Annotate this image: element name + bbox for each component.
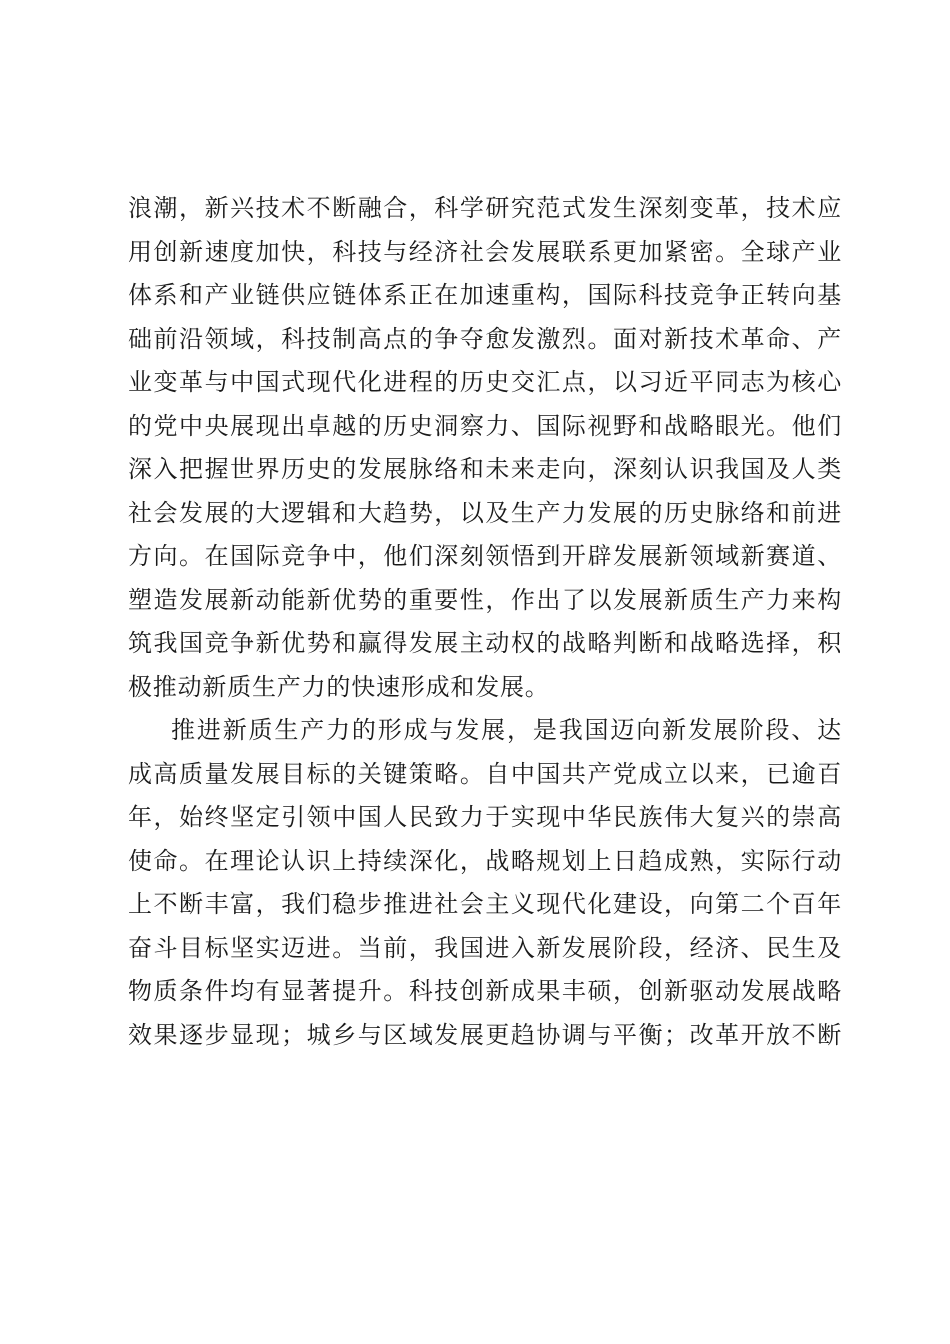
- text-line: 业变革与中国式现代化进程的历史交汇点，以习近平同志为核心: [128, 368, 842, 396]
- document-body: [128, 187, 842, 1057]
- paragraph-2: [128, 709, 842, 1057]
- paragraph-1: [128, 187, 842, 709]
- text-line: 物质条件均有显著提升。科技创新成果丰硕，创新驱动发展战略: [128, 977, 842, 1005]
- text-line: 极推动新质生产力的快速形成和发展。: [128, 672, 550, 701]
- text-line: 上不断丰富，我们稳步推进社会主义现代化建设，向第二个百年: [128, 890, 842, 918]
- text-line: 奋斗目标坚实迈进。当前，我国进入新发展阶段，经济、民生及: [128, 933, 842, 962]
- text-line: 年，始终坚定引领中国人民致力于实现中华民族伟大复兴的崇高: [128, 803, 842, 831]
- text-line: 成高质量发展目标的关键策略。自中国共产党成立以来，已逾百: [128, 759, 842, 788]
- text-line: 浪潮，新兴技术不断融合，科学研究范式发生深刻变革，技术应: [128, 194, 842, 222]
- text-line: 效果逐步显现；城乡与区域发展更趋协调与平衡；改革开放不断: [128, 1020, 842, 1049]
- text-line: 推进新质生产力的形成与发展，是我国迈向新发展阶段、达: [171, 716, 842, 744]
- text-line: 塑造发展新动能新优势的重要性，作出了以发展新质生产力来构: [128, 585, 842, 614]
- text-line: 使命。在理论认识上持续深化，战略规划上日趋成熟，实际行动: [128, 846, 842, 875]
- text-line: 础前沿领域，科技制高点的争夺愈发激烈。面对新技术革命、产: [128, 324, 842, 353]
- text-line: 方向。在国际竞争中，他们深刻领悟到开辟发展新领域新赛道、: [128, 542, 842, 570]
- text-line: 用创新速度加快，科技与经济社会发展联系更加紧密。全球产业: [128, 237, 842, 266]
- text-line: 社会发展的大逻辑和大趋势，以及生产力发展的历史脉络和前进: [128, 498, 842, 527]
- text-line: 体系和产业链供应链体系正在加速重构，国际科技竞争正转向基: [128, 281, 842, 309]
- text-line: 的党中央展现出卓越的历史洞察力、国际视野和战略眼光。他们: [128, 411, 842, 440]
- text-line: 筑我国竞争新优势和赢得发展主动权的战略判断和战略选择，积: [128, 629, 842, 657]
- text-line: 深入把握世界历史的发展脉络和未来走向，深刻认识我国及人类: [128, 455, 842, 483]
